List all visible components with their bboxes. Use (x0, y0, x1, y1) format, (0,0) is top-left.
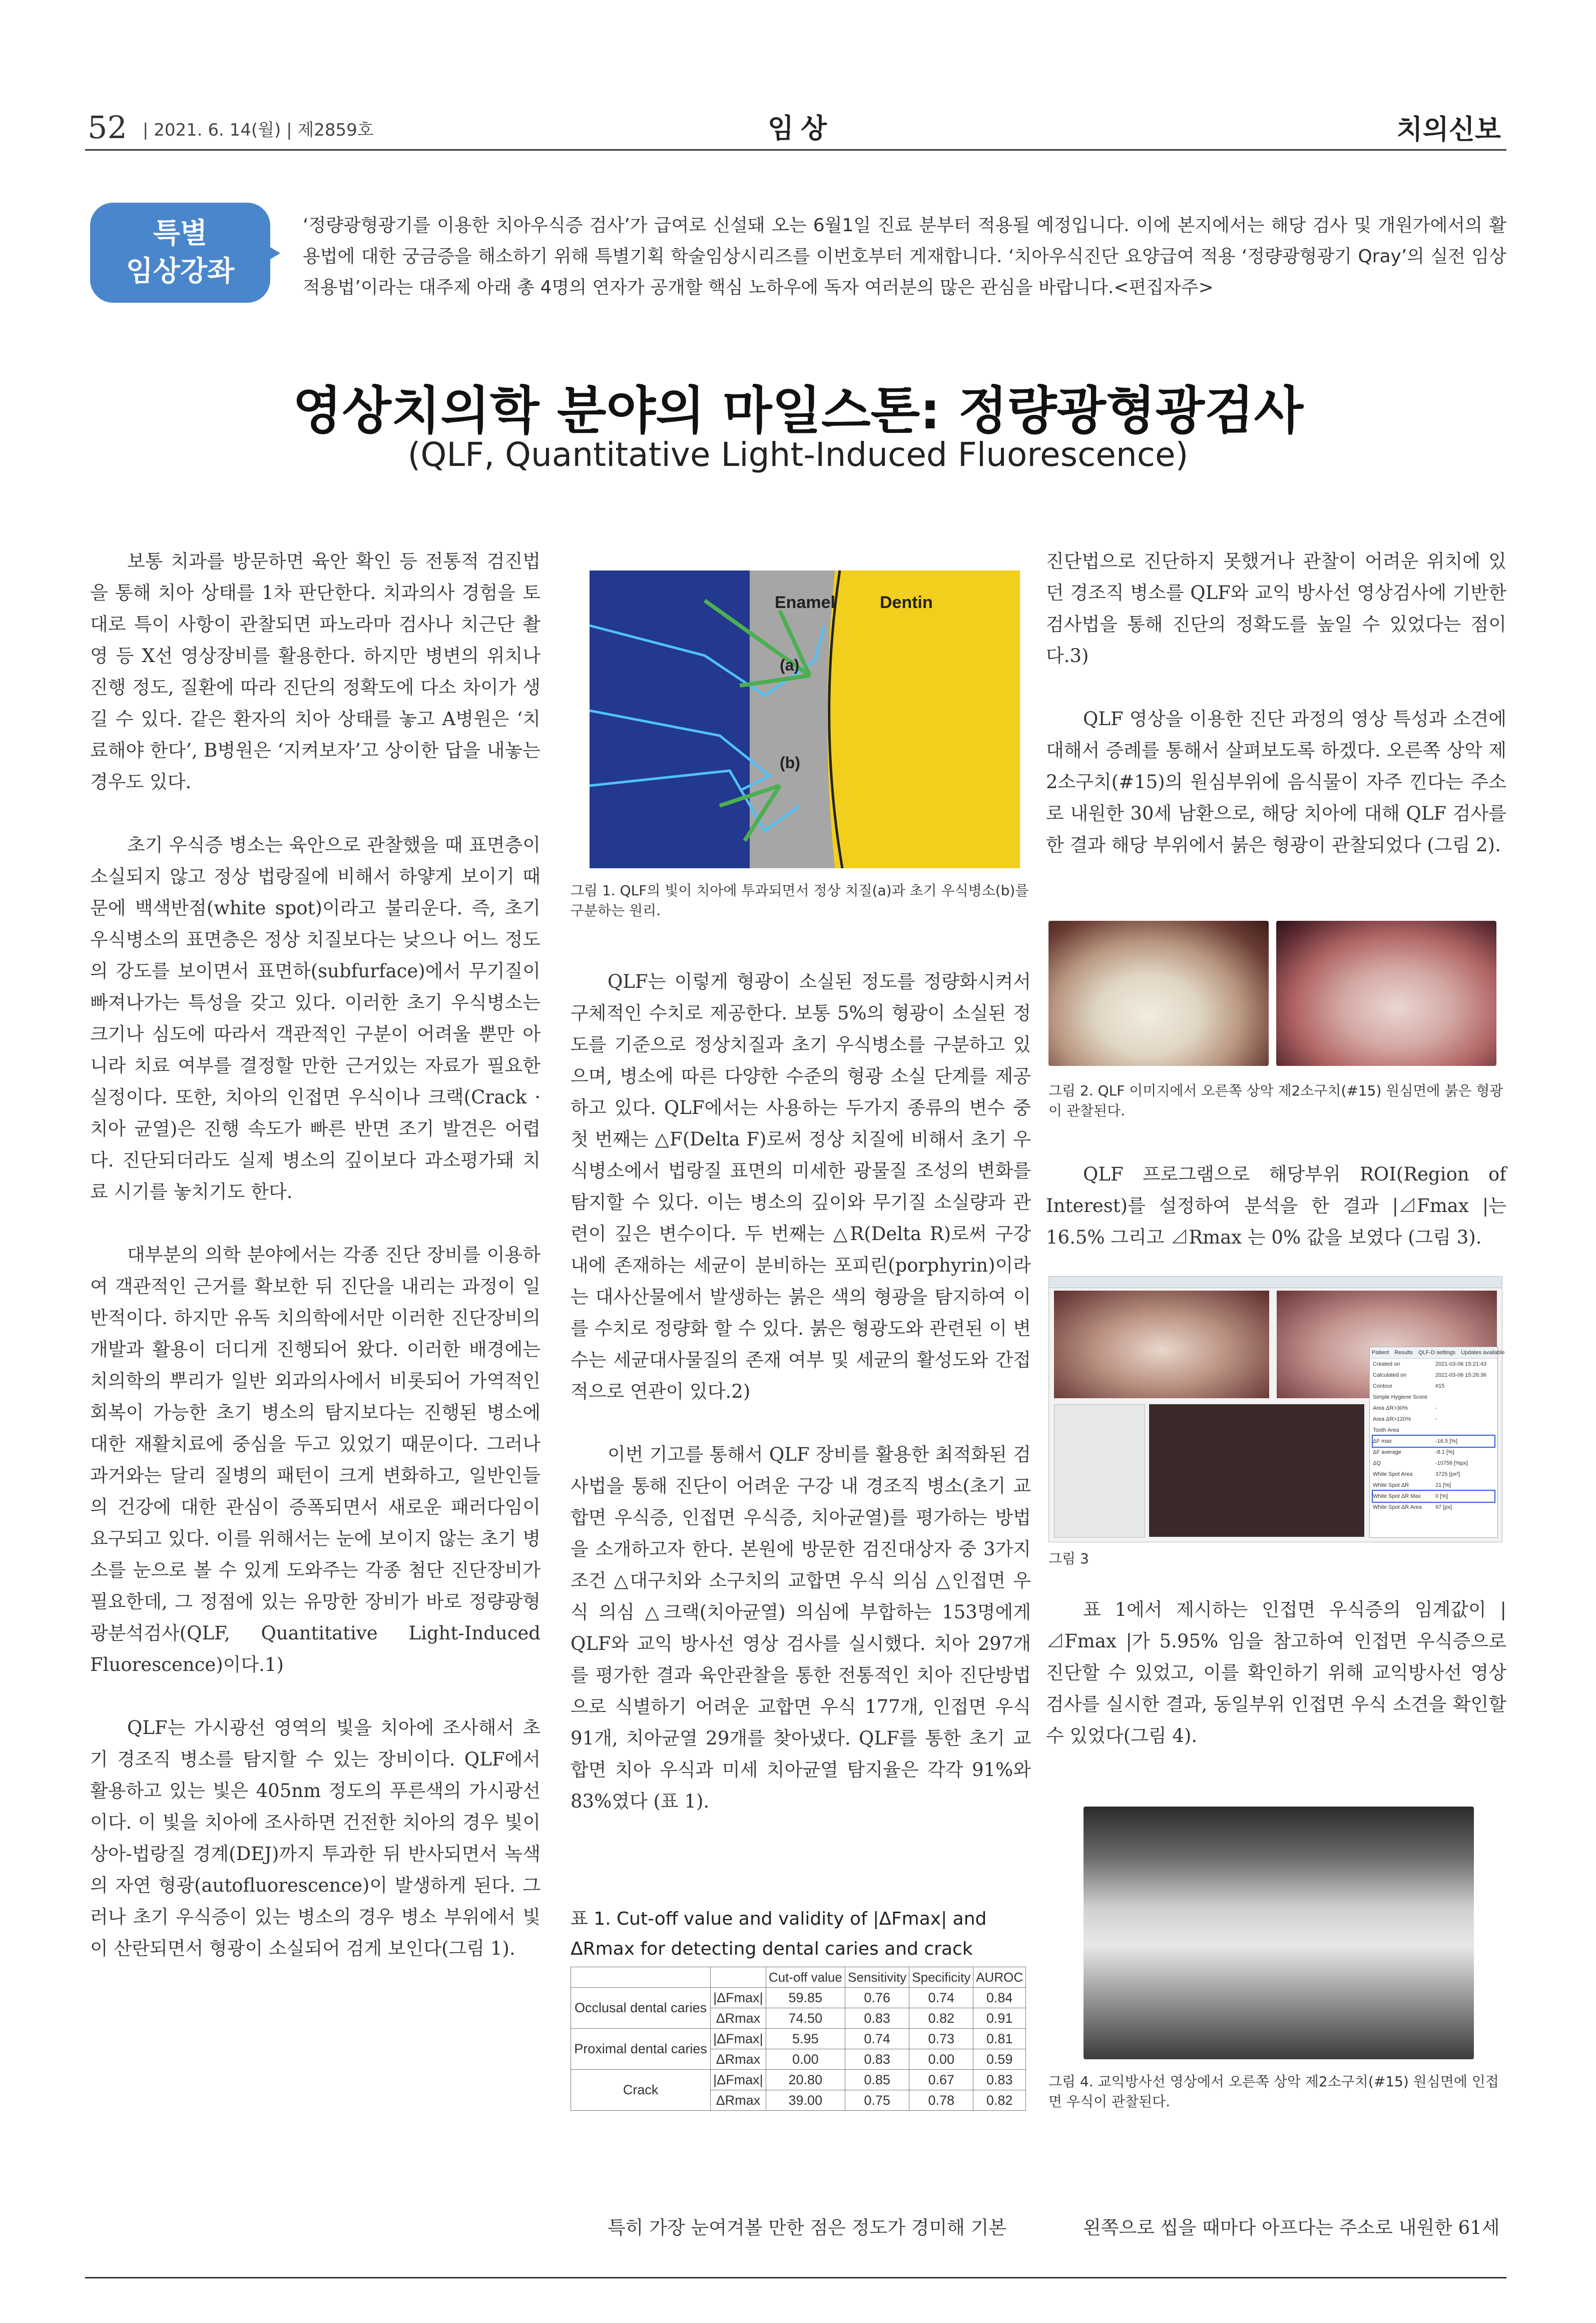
paragraph: 특히 가장 눈여겨볼 만한 점은 정도가 경미해 기본 (608, 2217, 1007, 2238)
paragraph: 보통 치과를 방문하면 육안 확인 등 전통적 검진법을 통해 치아 상태를 1차 판단한다. 치과의사 경험을 토대로 특이 사항이 관찰되면 파노라마 검사나 치근단 촬영 등 X선 영상장비를 활용한다. 하지만 병변의 위치나 진행 정도, 질환에 따라 진단의 정확도에 다소 차이가 생길 수 있다. 같은 환자의 치아 상태를 놓고 A병원은 ‘치료해야 한다’, B병원은 ‘지켜보자’고 상이한 답을 내놓는 경우도 있다. (90, 550, 541, 793)
table-cell: 0.76 (845, 1988, 909, 2008)
table-group-label: Occlusal dental caries (571, 1988, 711, 2029)
fig3-thumbnail-area (1149, 1404, 1364, 1537)
fig1-label-b: (b) (780, 754, 800, 772)
fig3-results-panel (1369, 1347, 1505, 1538)
column-3-continuation (1046, 2212, 1506, 2275)
fig3-tab: Updates available (1461, 1350, 1505, 1356)
figure-4-caption: 그림 4. 교익방사선 영상에서 오른쪽 상악 제2소구치(#15) 원심면에 인접면 우식이 관찰된다. (1048, 2073, 1499, 2110)
paragraph: 이번 기고를 통해서 QLF 장비를 활용한 최적화된 검사법을 통해 진단이 어려운 구강 내 경조직 병소(초기 교합면 우식증, 인접면 우식증, 치아균열)를 평가하는 방법을 소개하고자 한다. 본원에 방문한 검진대상자 중 3가지 조건 △대구치와 소구치의 교합면 우식 의심 △인접면 우식 의심 △크랙(치아균열) 의심에 부합하는 153명에게 QLF와 교익 방사선 영상 검사를 실시했다. 치아 297개를 평가한 결과 육안관찰을 통한 전통적인 치아 진단방법으로 식별하기 어려운 교합면 우식 177개, 인접면 우식 91개, 치아균열 29개를 찾아냈다. QLF를 통한 초기 교합면 치아 우식과 미세 치아균열 탐지율은 각각 91%와 83%였다 (표 1). (571, 1444, 1031, 1812)
paragraph: QLF는 이렇게 형광이 소실된 정도를 정량화시켜서 구체적인 수치로 제공한다. 보통 5%의 형광이 소실된 정도를 기준으로 정상치질과 초기 우식병소를 구분하고 있으며, 병소에 따른 다양한 수준의 형광 소실 단계를 제공하고 있다. QLF에서는 사용하는 두가지 종류의 변수 중 첫 번째는 △F(Delta F)로써 정상 치질에 비해서 초기 우식병소에서 법랑질 표면의 미세한 광물질 조성의 변화를 탐지할 수 있다. 이는 병소의 깊이와 무기질 소실량과 관련이 깊은 변수이다. 두 번째는 △R(Delta R)로써 구강 내에 존재하는 세균이 분비하는 포피린(porphyrin)이라는 대사산물에서 발생하는 붉은 색의 형광을 탐지하여 이를 수치로 정량화 할 수 있다. 붉은 형광도와 관련된 이 변수는 세균대사물질의 존재 여부 및 세균의 활성도와 간접적으로 연관이 있다.2) (571, 971, 1031, 1402)
fig1-label-enamel: Enamel (775, 593, 835, 612)
table-header-cell (571, 1967, 711, 1988)
table-cell: 74.50 (766, 2008, 845, 2029)
table-header-cell: Specificity (909, 1967, 973, 1988)
table-variable: ΔRmax (711, 2008, 766, 2029)
newspaper-name: 치의신보 (1396, 113, 1501, 145)
table-cell: 0.91 (973, 2008, 1026, 2029)
fig1-dentin-layer (827, 570, 1020, 868)
table-cell: 0.73 (909, 2029, 973, 2049)
table-variable: ΔRmax (711, 2049, 766, 2070)
fig3-tab: QLF-D settings (1418, 1350, 1456, 1356)
fig3-file-list (1054, 1404, 1145, 1538)
fig3-row: Created on 2021-03-06 15:21:43 (1373, 1361, 1487, 1367)
fig1-enamel-layer (750, 570, 835, 868)
table-cell: 0.85 (845, 2070, 909, 2090)
fig3-row: White Spot ΔR 21 [%] (1373, 1482, 1451, 1488)
fig3-row: Calculated on 2021-03-06 15:26:36 (1373, 1372, 1487, 1378)
fig3-tab: Patient (1372, 1350, 1389, 1356)
issue-date: | 2021. 6. 14(월) | 제2859호 (143, 120, 374, 140)
table-cell: 0.67 (909, 2070, 973, 2090)
column-1 (90, 545, 541, 1996)
editor-intro: ‘정량광형광기를 이용한 치아우식증 검사’가 급여로 신설돼 오는 6월1일 진료 분부터 적용될 예정입니다. 이에 본지에서는 해당 검사 및 개원가에서의 활용법에 대한 궁금증을 해소하기 위해 특별기획 학술임상시리즈를 이번호부터 게재합니다. ‘치아우식진단 요양급여 적용 ‘정량광형광기 Qray’의 실전 임상 적용법’이라는 대주제 아래 총 4명의 연자가 공개할 핵심 노하우에 독자 여러분의 많은 관심을 바랍니다.<편집자주> (303, 215, 1506, 298)
table-header-cell (711, 1967, 766, 1988)
fig3-row: Area ΔR>120% - (1373, 1416, 1437, 1422)
paragraph: 표 1에서 제시하는 인접면 우식증의 임계값이 |⊿Fmax |가 5.95% 임을 참고하여 인접면 우식증으로 진단할 수 있었고, 이를 확인하기 위해 교익방사선 영상 검사를 실시한 결과, 동일부위 인접면 우식 소견을 확인할 수 있었다(그림 4). (1046, 1599, 1506, 1747)
fig3-row-highlight: ΔF max -16.5 [%] (1373, 1436, 1494, 1447)
table-group-label: Proximal dental caries (571, 2029, 711, 2070)
special-lecture-badge (90, 203, 270, 303)
figure-3-software-screenshot (1048, 1276, 1505, 1542)
table-cell: 0.74 (909, 1988, 973, 2008)
table-row (571, 1988, 1026, 2008)
table-cell: 0.83 (845, 2008, 909, 2029)
table-header-cell: Sensitivity (845, 1967, 909, 1988)
table-cell: 59.85 (766, 1988, 845, 2008)
column-2-continuation (571, 2212, 1031, 2275)
fig3-window-titlebar (1049, 1277, 1502, 1288)
fig3-rows (1370, 1359, 1497, 1513)
table-header-cell: AUROC (973, 1967, 1026, 1988)
table-cell: 0.00 (909, 2049, 973, 2070)
table-cell: 20.80 (766, 2070, 845, 2090)
fig3-tab: Results (1394, 1350, 1413, 1356)
table-1 (571, 1967, 1026, 2111)
fig1-label-dentin: Dentin (880, 593, 933, 612)
paragraph: QLF 영상을 이용한 진단 과정의 영상 특성과 소견에 대해서 증례를 통해서 살펴보도록 하겠다. 오른쪽 상악 제2소구치(#15)의 원심부위에 음식물이 자주 낀다는 주소로 내원한 30세 남환으로, 해당 치아에 대해 QLF 검사를 한 결과 해당 부위에서 붉은 형광이 관찰되었다 (그림 2). (1046, 708, 1506, 856)
table-cell: 0.83 (845, 2049, 909, 2070)
page-number: 52 (88, 109, 127, 146)
table-variable: |ΔFmax| (711, 2029, 766, 2049)
figure-3-caption: 그림 3 (1048, 1550, 1089, 1567)
table-cell: 0.00 (766, 2049, 845, 2070)
table-variable: |ΔFmax| (711, 2070, 766, 2090)
table-1-title: 표 1. Cut-off value and validity of |ΔFmax| and ΔRmax for detecting dental caries and crack (571, 1909, 987, 1959)
figure-2-photo-left (1048, 921, 1269, 1066)
table-cell: 0.81 (973, 2029, 1026, 2049)
article-subtitle: (QLF, Quantitative Light-Induced Fluorescence) (407, 435, 1189, 474)
fig3-row: ΔF average -8.1 [%] (1373, 1449, 1454, 1455)
footer-rule (85, 2277, 1506, 2278)
table-group-label: Crack (571, 2070, 711, 2111)
table-variable: |ΔFmax| (711, 1988, 766, 2008)
table-cell: 0.75 (845, 2090, 909, 2111)
header-rule (85, 149, 1506, 151)
badge-line-2: 임상강좌 (126, 255, 235, 288)
table-cell: 0.83 (973, 2070, 1026, 2090)
figure-1-caption: 그림 1. QLF의 빛이 치아에 투과되면서 정상 치질(a)과 초기 우식병소(b)를 구분하는 원리. (571, 882, 1029, 919)
fig3-row: Contour #15 (1373, 1383, 1445, 1389)
figure-4-bitewing-xray (1084, 1807, 1474, 2059)
table-cell: 39.00 (766, 2090, 845, 2111)
fig3-row: White Spot Area 3725 [px²] (1373, 1471, 1460, 1477)
table-variable: ΔRmax (711, 2090, 766, 2111)
fig3-row: White Spot ΔR Area 97 [px] (1373, 1504, 1452, 1510)
table-row (571, 2070, 1026, 2090)
table-cell: 0.59 (973, 2049, 1026, 2070)
table-header-row (571, 1967, 1026, 1988)
badge-line-1: 특별 (153, 217, 208, 250)
article-title: 영상치의학 분야의 마일스톤: 정량광형광검사 (292, 381, 1304, 441)
table-cell: 0.84 (973, 1988, 1026, 2008)
fig1-label-a: (a) (780, 656, 800, 674)
paragraph: 대부분의 의학 분야에서는 각종 진단 장비를 이용하여 객관적인 근거를 확보한 뒤 진단을 내리는 과정이 일반적이다. 하지만 유독 치의학에서만 이러한 진단장비의 개발과 활용이 더디게 진행되어 왔다. 이러한 배경에는 치의학의 뿌리가 일반 외과의사에서 비롯되어 가역적인 회복이 가능한 초기 병소의 탐지보다는 진행된 병소에 대한 재활치료에 중심을 두고 있었기 때문이다. 그러나 과거와는 달리 질병의 패턴이 크게 변화하고, 일반인들의 건강에 대한 관심이 증폭되면서 새로운 패러다임이 요구되고 있다. 이를 위해서는 눈에 보이지 않는 초기 병소를 눈으로 볼 수 있게 도와주는 각종 첨단 진단장비가 필요한데, 그 정점에 있는 유망한 장비가 바로 정량광형광분석검사(QLF, Quantitative Light-Induced Fluorescence)이다.1) (90, 1244, 541, 1675)
table-cell: 5.95 (766, 2029, 845, 2049)
figure-1-diagram (590, 570, 1020, 868)
column-3-top (1046, 545, 1506, 892)
fig3-row: Simple Hygiene Score (1373, 1394, 1427, 1400)
column-3-lower (1046, 1594, 1506, 1783)
table-row (571, 2029, 1026, 2049)
column-3-middle (1046, 1158, 1506, 1285)
figure-2-photo-right (1276, 921, 1496, 1066)
paragraph: QLF는 가시광선 영역의 빛을 치아에 조사해서 초기 경조직 병소를 탐지할 수 있는 장비이다. QLF에서 활용하고 있는 빛은 405nm 정도의 푸른색의 가시광선이다. 이 빛을 치아에 조사하면 건전한 치아의 경우 빛이 상아-법랑질 경계(DEJ)까지 투과한 뒤 반사되면서 녹색의 자연 형광(autofluorescence)이 발생하게 된다. 그러나 초기 우식증이 있는 병소의 경우 병소 부위에서 빛이 산란되면서 형광이 소실되어 검게 보인다(그림 1). (90, 1717, 541, 1959)
paragraph: 진단법으로 진단하지 못했거나 관찰이 어려운 위치에 있던 경조직 병소를 QLF와 교익 방사선 영상검사에 기반한 검사법을 통해 진단의 정확도를 높일 수 있었다는 점이다.3) (1046, 550, 1506, 667)
paragraph: 초기 우식증 병소는 육안으로 관찰했을 때 표면층이 소실되지 않고 정상 법랑질에 비해서 하얗게 보이기 때문에 백색반점(white spot)이라고 불리운다. 즉, 초기 우식병소의 표면층은 정상 치질보다는 낮으나 어느 정도의 강도를 보이면서 표면하(subfurface)에서 무기질이 빠져나가는 특성을 갖고 있다. 이러한 초기 우식병소는 크기나 심도에 따라서 객관적인 구분이 어려울 뿐만 아니라 치료 여부를 결정할 만한 근거있는 자료가 필요한 실정이다. 또한, 치아의 인접면 우식이나 크랙(Crack · 치아 균열)은 진행 속도가 빠른 반면 조기 발견은 어렵다. 진단되더라도 실제 병소의 깊이보다 과소평가돼 치료 시기를 놓치기도 한다. (90, 834, 541, 1203)
fig3-row: Area ΔR>30% - (1373, 1405, 1437, 1411)
paragraph: QLF 프로그램으로 해당부위 ROI(Region of Interest)를 설정하여 분석을 한 결과 |⊿Fmax |는 16.5% 그리고 ⊿Rmax 는 0% 값을 보였다 (그림 3). (1046, 1164, 1506, 1248)
fig3-tooth-image-left (1054, 1291, 1269, 1398)
table-cell: 0.74 (845, 2029, 909, 2049)
table-cell: 0.82 (973, 2090, 1026, 2111)
fig3-tabs (1370, 1347, 1505, 1359)
paragraph: 왼쪽으로 씹을 때마다 아프다는 주소로 내원한 61세 (1083, 2217, 1500, 2238)
figure-2-caption: 그림 2. QLF 이미지에서 오른쪽 상악 제2소구치(#15) 원심면에 붉은 형광이 관찰된다. (1048, 1082, 1503, 1119)
table-header-cell: Cut-off value (766, 1967, 845, 1988)
table-cell: 0.82 (909, 2008, 973, 2029)
fig3-row: Tooth Area (1373, 1427, 1399, 1433)
column-2 (571, 966, 1031, 1849)
fig3-row-highlight: White Spot ΔR Max 0 [%] (1373, 1491, 1494, 1502)
fig3-row: ΔQ -10756 [%px] (1373, 1460, 1468, 1466)
table-cell: 0.78 (909, 2090, 973, 2111)
section-title: 임상 (767, 112, 834, 144)
